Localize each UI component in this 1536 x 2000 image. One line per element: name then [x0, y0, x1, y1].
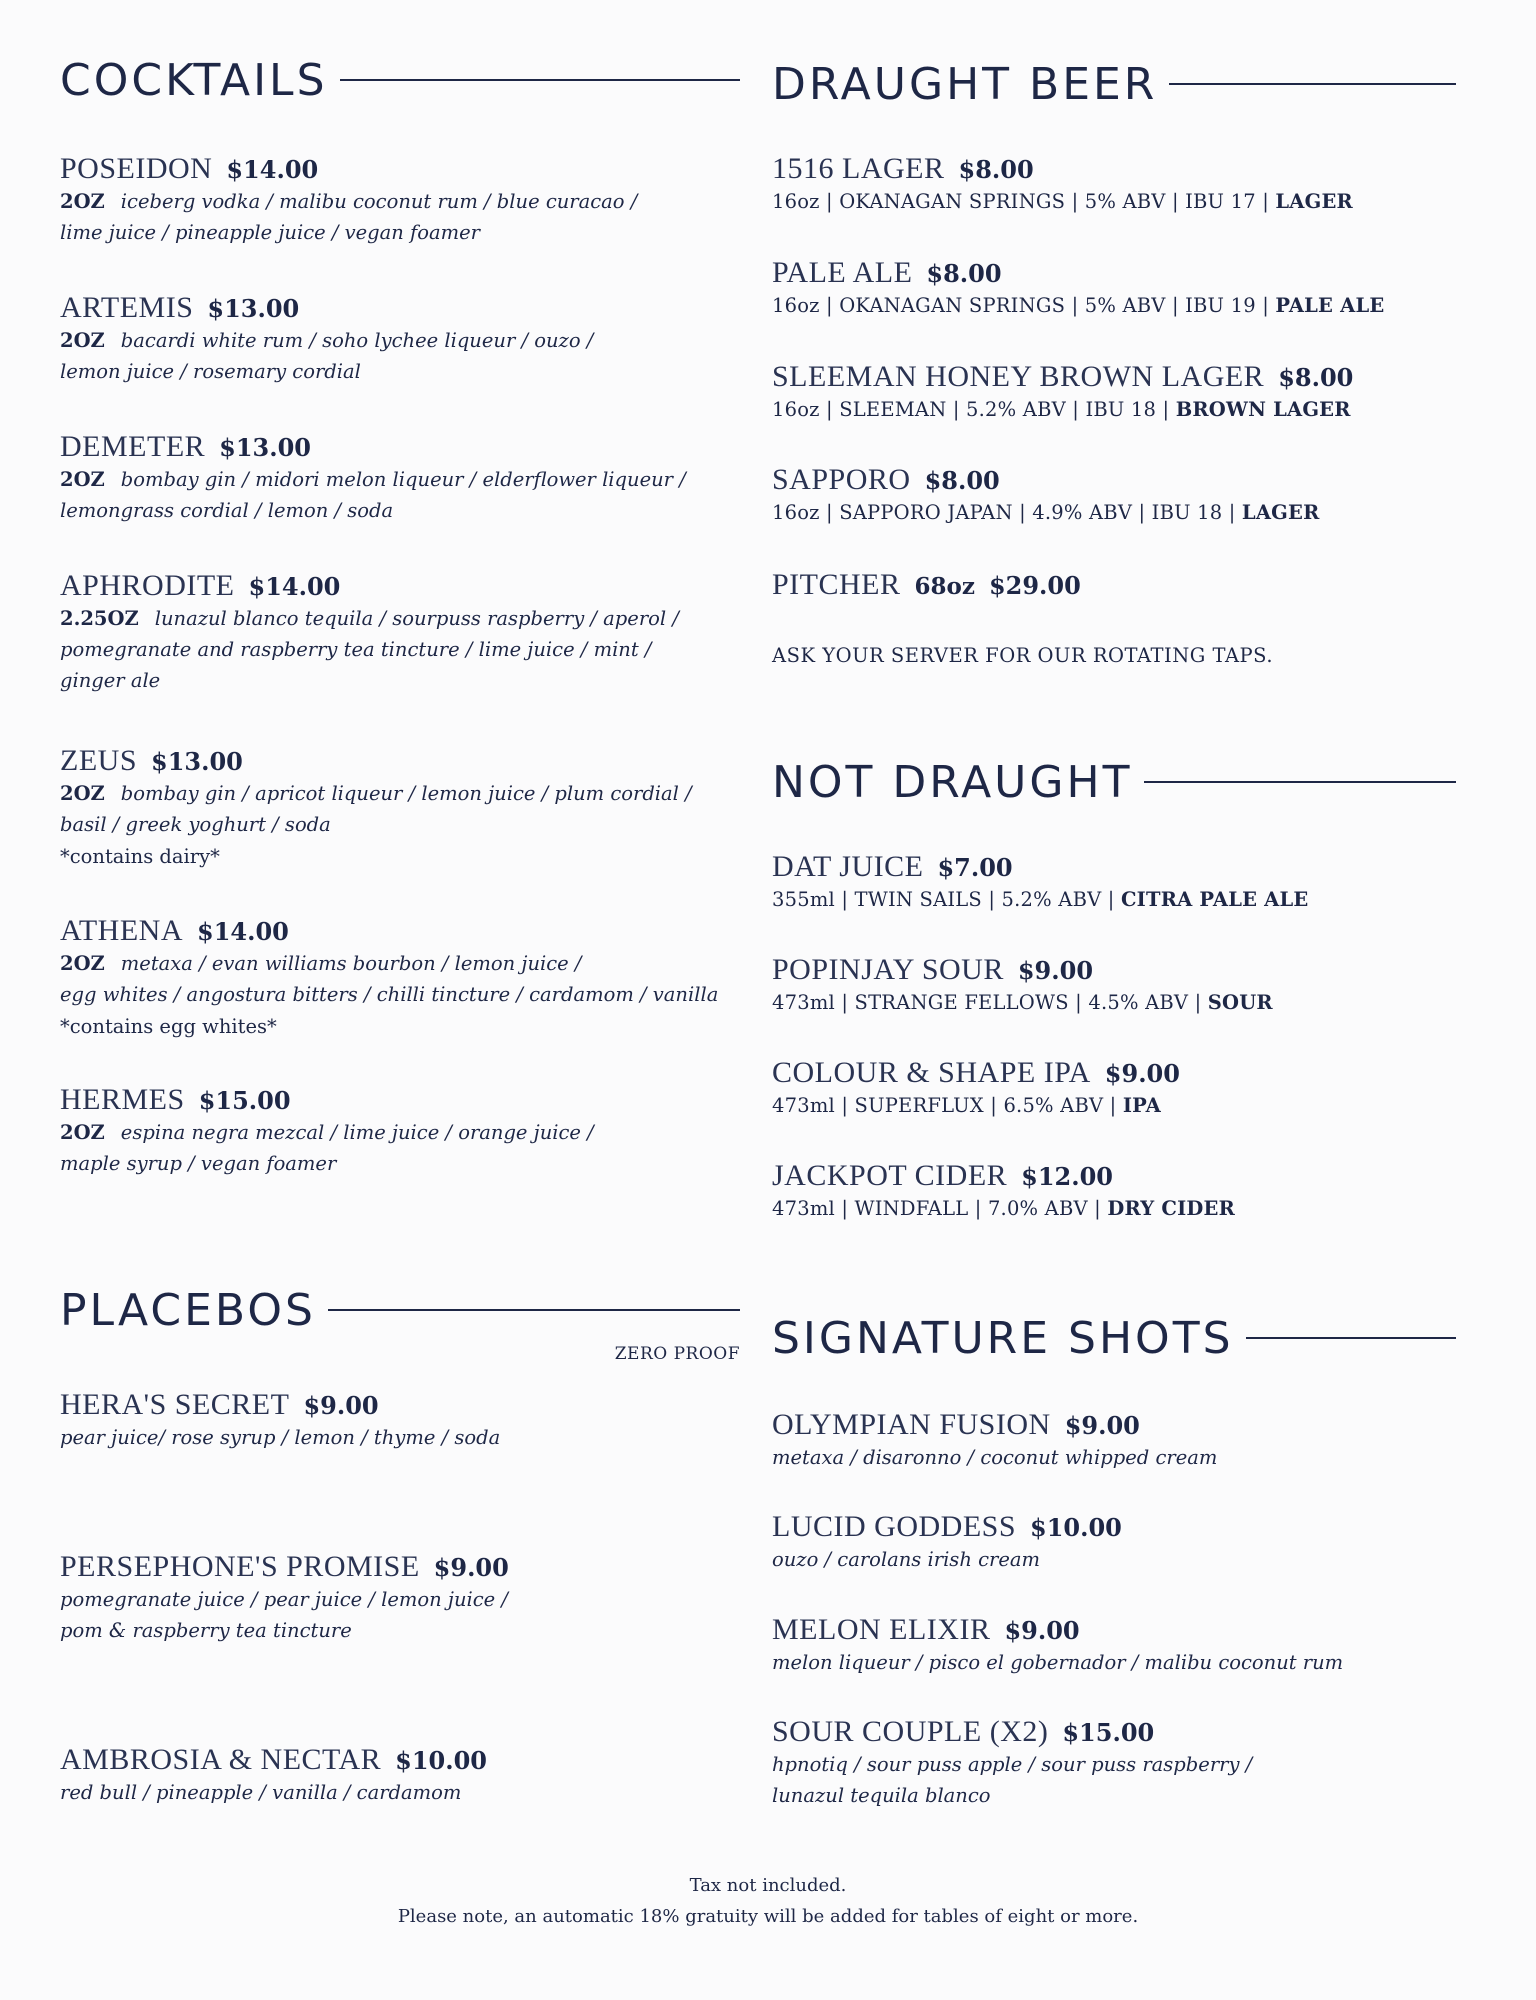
item-price: $8.00 [1278, 363, 1354, 392]
item-name: HERMES [60, 1083, 185, 1116]
not-draught-section [772, 752, 1456, 812]
item-specs: 473ml | WINDFALL | 7.0% ABV | [772, 1197, 1108, 1220]
menu-item-sleeman-honey-brown-lager [772, 360, 1456, 425]
item-amount: 2OZ [60, 952, 105, 975]
section-rule [1246, 1337, 1457, 1339]
section-title: NOT DRAUGHT [772, 756, 1133, 808]
item-ingredients: hpnotiq / sour puss apple / sour puss raspberry / [772, 1753, 1253, 1776]
item-price: $8.00 [926, 259, 1002, 288]
item-ingredients: pom & raspberry tea tincture [60, 1619, 352, 1642]
item-price: $14.00 [248, 572, 341, 601]
item-ingredients: bombay gin / apricot liqueur / lemon juice / plum cordial / [120, 782, 692, 805]
menu-item-pitcher [772, 568, 1456, 602]
section-rule [1144, 781, 1456, 783]
menu-item-zeus [60, 744, 740, 873]
section-title: SIGNATURE SHOTS [772, 1312, 1234, 1364]
menu-item-jackpot-cider [772, 1159, 1456, 1224]
item-specs: 16oz | OKANAGAN SPRINGS | 5% ABV | IBU 17 | [772, 190, 1276, 213]
section-rule [328, 1309, 740, 1311]
item-price: $14.00 [226, 155, 319, 184]
item-name: ZEUS [60, 744, 137, 777]
signature-shots-header [772, 1308, 1456, 1368]
item-name: PITCHER [772, 568, 901, 601]
beer-style: DRY CIDER [1107, 1197, 1235, 1220]
item-ingredients: melon liqueur / pisco el gobernador / malibu coconut rum [772, 1651, 1344, 1674]
item-specs: 473ml | STRANGE FELLOWS | 4.5% ABV | [772, 991, 1208, 1014]
item-amount: 2OZ [60, 468, 105, 491]
item-ingredients: metaxa / evan williams bourbon / lemon juice / [120, 952, 582, 975]
item-price: $9.00 [433, 1553, 509, 1582]
allergen-note: *contains egg whites* [60, 1015, 277, 1038]
menu-item-ambrosia-nectar [60, 1743, 740, 1808]
item-ingredients: maple syrup / vegan foamer [60, 1152, 337, 1175]
menu-item-popinjay-sour [772, 953, 1456, 1018]
menu-item-heras-secret [60, 1388, 740, 1453]
item-name: DEMETER [60, 430, 206, 463]
item-price: $10.00 [395, 1746, 488, 1775]
menu-item-poseidon [60, 152, 740, 248]
item-specs: 16oz | SLEEMAN | 5.2% ABV | IBU 18 | [772, 398, 1176, 421]
item-specs: 16oz | OKANAGAN SPRINGS | 5% ABV | IBU 19 | [772, 294, 1276, 317]
draught-beer-header [772, 54, 1456, 114]
menu-item-aphrodite [60, 569, 740, 696]
item-ingredients: lunazul blanco tequila / sourpuss raspberry / aperol / [154, 607, 679, 630]
zero-proof-label: ZERO PROOF [614, 1344, 740, 1364]
item-ingredients: pomegranate and raspberry tea tincture / lime juice / mint / [60, 638, 652, 661]
item-ingredients: pomegranate juice / pear juice / lemon juice / [60, 1588, 508, 1611]
item-name: AMBROSIA & NECTAR [60, 1743, 382, 1776]
beer-style: BROWN LAGER [1175, 398, 1351, 421]
menu-item-hermes [60, 1083, 740, 1179]
allergen-note: *contains dairy* [60, 845, 220, 868]
item-ingredients: ginger ale [60, 669, 161, 692]
item-price: $9.00 [303, 1391, 379, 1420]
item-price: $8.00 [924, 466, 1000, 495]
tax-note: Tax not included. [689, 1875, 847, 1896]
item-name: PERSEPHONE'S PROMISE [60, 1550, 420, 1583]
item-price: $8.00 [958, 155, 1034, 184]
item-price: $9.00 [1017, 956, 1094, 985]
item-name: HERA'S SECRET [60, 1388, 290, 1421]
item-name: LUCID GODDESS [772, 1510, 1017, 1543]
beer-style: LAGER [1241, 501, 1320, 524]
section-title: PLACEBOS [60, 1284, 316, 1336]
item-price: $9.00 [1104, 1059, 1180, 1088]
item-ingredients: red bull / pineapple / vanilla / cardamom [60, 1781, 462, 1804]
item-name: SOUR COUPLE (X2) [772, 1715, 1049, 1748]
item-price: $7.00 [937, 853, 1013, 882]
menu-item-athena [60, 914, 740, 1043]
item-price: $15.00 [1062, 1718, 1155, 1747]
item-amount: 2OZ [60, 782, 105, 805]
item-price: $9.00 [1004, 1616, 1080, 1645]
item-price: $13.00 [207, 294, 300, 323]
rotating-taps-note: ASK YOUR SERVER FOR OUR ROTATING TAPS. [772, 644, 1274, 667]
item-amount: 2OZ [60, 1121, 105, 1144]
beer-style: PALE ALE [1275, 294, 1385, 317]
item-name: PALE ALE [772, 256, 913, 289]
item-price: $15.00 [198, 1086, 291, 1115]
item-name: JACKPOT CIDER [772, 1159, 1008, 1192]
cocktails-section [60, 50, 740, 110]
item-ingredients: metaxa / disaronno / coconut whipped cream [772, 1446, 1218, 1469]
menu-item-sour-couple [772, 1715, 1456, 1811]
item-ingredients: lime juice / pineapple juice / vegan foamer [60, 221, 480, 244]
menu-item-demeter [60, 430, 740, 526]
menu-item-persephones-promise [60, 1550, 740, 1646]
item-name: SLEEMAN HONEY BROWN LAGER [772, 360, 1265, 393]
item-ingredients: lemon juice / rosemary cordial [60, 360, 361, 383]
menu-item-lucid-goddess [772, 1510, 1456, 1575]
pitcher-size: 68oz [914, 573, 975, 600]
section-title: DRAUGHT BEER [772, 58, 1158, 110]
item-specs: 473ml | SUPERFLUX | 6.5% ABV | [772, 1094, 1123, 1117]
item-price: $14.00 [197, 917, 289, 946]
item-name: ATHENA [60, 914, 183, 947]
item-ingredients: basil / greek yoghurt / soda [60, 813, 331, 836]
item-name: APHRODITE [60, 569, 235, 602]
menu-item-sapporo [772, 463, 1456, 528]
item-ingredients: bacardi white rum / soho lychee liqueur / ouzo / [120, 329, 594, 352]
item-price: $9.00 [1064, 1411, 1140, 1440]
item-ingredients: egg whites / angostura bitters / chilli tincture / cardamom / vanilla [60, 983, 719, 1006]
item-name: COLOUR & SHAPE IPA [772, 1056, 1091, 1089]
item-name: OLYMPIAN FUSION [772, 1408, 1051, 1441]
item-ingredients: bombay gin / midori melon liqueur / elderflower liqueur / [120, 468, 686, 491]
footer [0, 1870, 1536, 1932]
item-price: $29.00 [988, 571, 1081, 600]
item-ingredients: ouzo / carolans irish cream [772, 1548, 1040, 1571]
item-ingredients: espina negra mezcal / lime juice / orange juice / [120, 1121, 594, 1144]
section-title: COCKTAILS [60, 54, 328, 106]
beer-style: CITRA PALE ALE [1120, 888, 1309, 911]
item-ingredients: lemongrass cordial / lemon / soda [60, 499, 394, 522]
item-ingredients: lunazul tequila blanco [772, 1784, 991, 1807]
item-price: $13.00 [219, 433, 312, 462]
item-price: $13.00 [151, 747, 243, 776]
item-name: MELON ELIXIR [772, 1613, 991, 1646]
item-name: POPINJAY SOUR [772, 953, 1004, 986]
menu-item-pale-ale [772, 256, 1456, 321]
menu-item-1516-lager [772, 152, 1456, 217]
item-name: ARTEMIS [60, 291, 194, 324]
signature-shots-section [772, 1308, 1456, 1368]
item-name: 1516 LAGER [772, 152, 945, 185]
beer-style: SOUR [1207, 991, 1273, 1014]
menu-item-melon-elixir [772, 1613, 1456, 1678]
beer-style: IPA [1122, 1094, 1161, 1117]
item-price: $10.00 [1030, 1513, 1122, 1542]
placebos-header [60, 1280, 740, 1340]
section-rule [1169, 83, 1456, 85]
item-specs: 355ml | TWIN SAILS | 5.2% ABV | [772, 888, 1121, 911]
item-amount: 2.25OZ [60, 607, 139, 630]
beer-style: LAGER [1275, 190, 1353, 213]
item-ingredients: iceberg vodka / malibu coconut rum / blue curacao / [120, 190, 638, 213]
cocktails-header [60, 50, 740, 110]
item-ingredients: pear juice/ rose syrup / lemon / thyme / soda [60, 1426, 501, 1449]
item-name: SAPPORO [772, 463, 911, 496]
placebos-section [60, 1280, 740, 1364]
menu-item-olympian-fusion [772, 1408, 1456, 1473]
menu-item-dat-juice [772, 850, 1456, 915]
item-specs: 16oz | SAPPORO JAPAN | 4.9% ABV | IBU 18 | [772, 501, 1242, 524]
draught-beer-section [772, 54, 1456, 114]
item-amount: 2OZ [60, 329, 105, 352]
item-price: $12.00 [1021, 1162, 1114, 1191]
menu-item-artemis [60, 291, 740, 387]
menu-item-colour-shape-ipa [772, 1056, 1456, 1121]
section-rule [340, 79, 741, 81]
not-draught-header [772, 752, 1456, 812]
item-name: DAT JUICE [772, 850, 924, 883]
item-name: POSEIDON [60, 152, 213, 185]
gratuity-note: Please note, an automatic 18% gratuity will be added for tables of eight or more. [397, 1906, 1139, 1927]
item-amount: 2OZ [60, 190, 105, 213]
